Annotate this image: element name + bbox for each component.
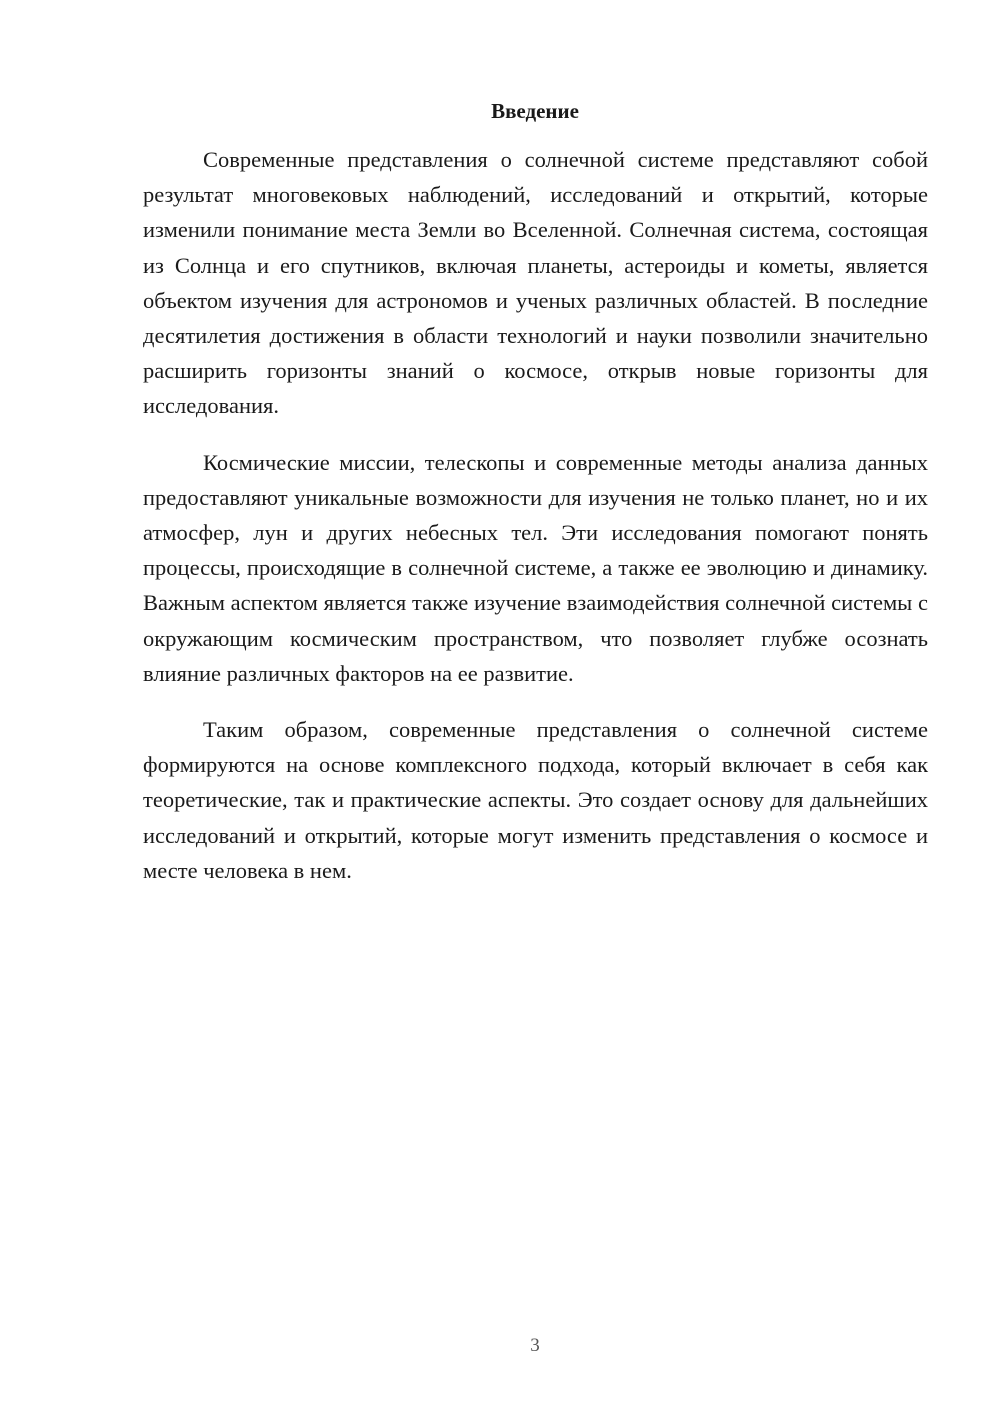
section-heading: Введение	[491, 99, 579, 123]
paragraph-2: Космические миссии, телескопы и современные методы анализа данных предоставляют уникальные возможности для изучения не только планет, но и их атмосфер, лун и других небесных тел. Эти исследования помогают понять процессы, происходящие в солнечной системе, а также ее эволюцию и динамику. Важным аспектом является также изучение взаимодействия солнечной системы с окружающим космическим пространством, что позволяет глубже осознать влияние различных факторов на ее развитие.	[143, 449, 928, 686]
paragraph-1: Современные представления о солнечной системе представляют собой результат многовековых наблюдений, исследований и открытий, которые изменили понимание места Земли во Вселенной. Солнечная система, состоящая из Солнца и его спутников, включая планеты, астероиды и кометы, является объектом изучения для астрономов и ученых различных областей. В последние десятилетия достижения в области технологий и науки позволили значительно расширить горизонты знаний о космосе, открыв новые горизонты для исследования.	[143, 147, 928, 419]
page-number: 3	[530, 1335, 540, 1356]
paragraph-3: Таким образом, современные представления о солнечной системе формируются на основе комплексного подхода, который включает в себя как теоретические, так и практические аспекты. Это создает основу для дальнейших исследований и открытий, которые могут изменить представления о космосе и месте человека в нем.	[143, 717, 928, 883]
body-text	[143, 142, 928, 909]
